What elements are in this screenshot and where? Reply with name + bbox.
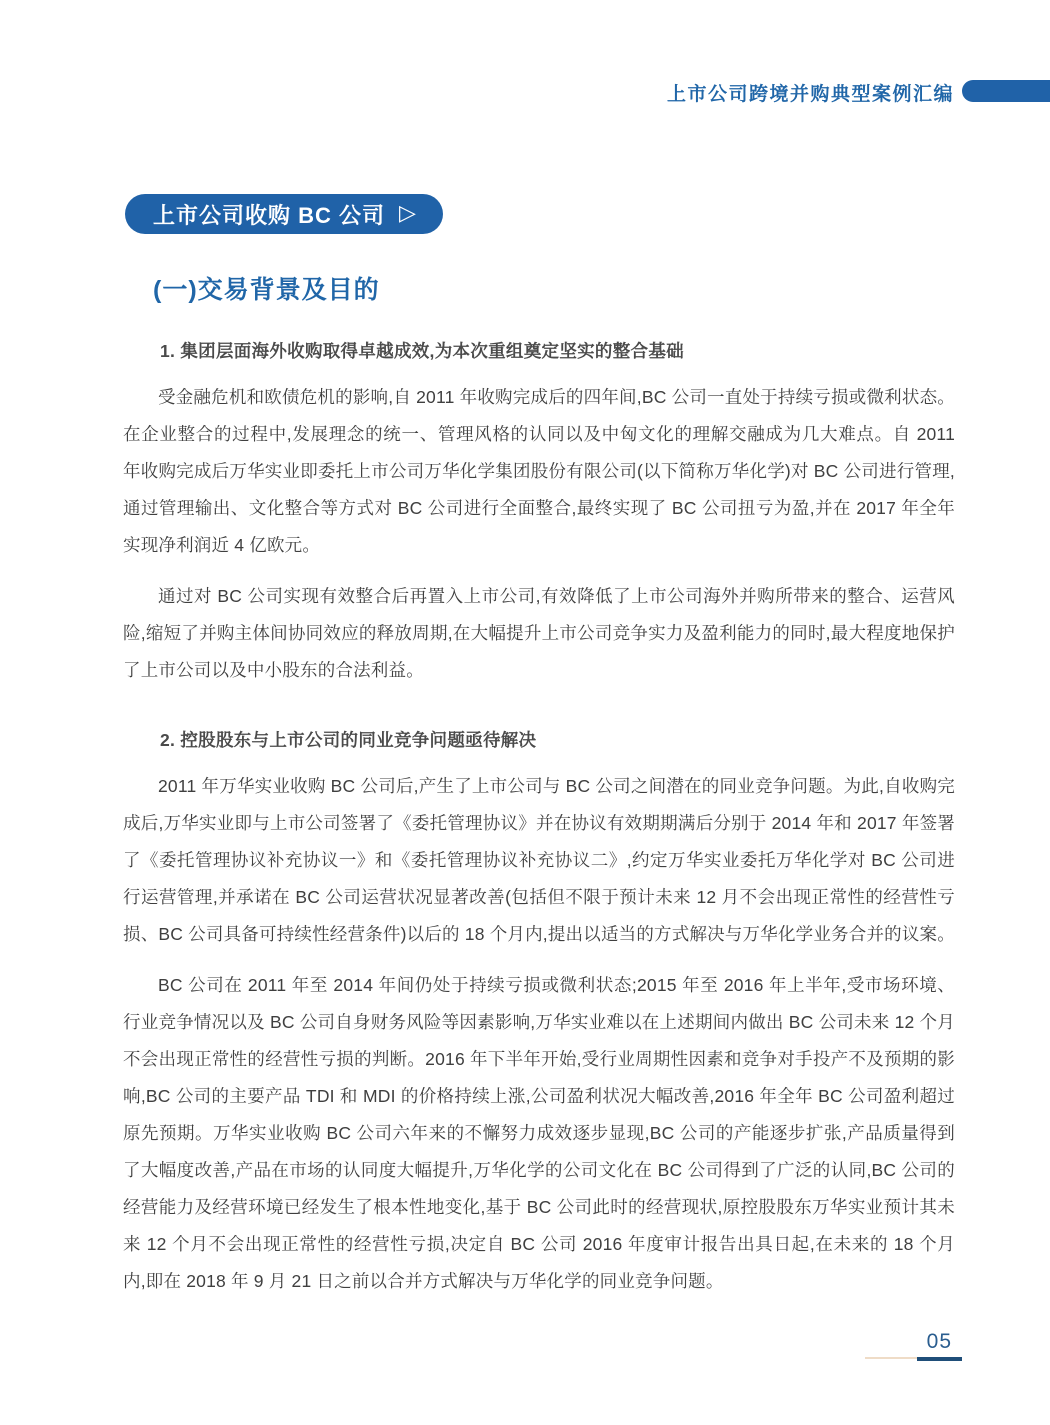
page-number-block: [917, 1330, 962, 1361]
page-footer: [865, 1330, 962, 1361]
paragraph-2: 通过对 BC 公司实现有效整合后再置入上市公司,有效降低了上市公司海外并购所带来的整合、运营风险,缩短了并购主体间协同效应的释放周期,在大幅提升上市公司竞争实力及盈利能力的同时,最大程度地保护了上市公司以及中小股东的合法利益。: [123, 586, 955, 680]
section-heading: (一)交易背景及目的: [153, 276, 380, 304]
subheading-1: 1. 集团层面海外收购取得卓越成效,为本次重组奠定坚实的整合基础: [160, 341, 684, 361]
paragraph-3: 2011 年万华实业收购 BC 公司后,产生了上市公司与 BC 公司之间潜在的同业竞争问题。为此,自收购完成后,万华实业即与上市公司签署了《委托管理协议》并在协议有效期期满后分别于 2014 年和 2017 年签署了《委托管理协议补充协议一》和《委托管理协议补充协议二》,约定万华实业委托万华化学对 BC 公司进行运营管理,并承诺在 BC 公司运营状况显著改善(包括但不限于预计未来 12 月不会出现正常性的经营性亏损、BC 公司具备可持续性经营条件)以后的 18 个月内,提出以适当的方式解决与万华化学业务合并的议案。: [123, 776, 955, 944]
page-header: [0, 78, 1050, 104]
subheading-2: 2. 控股股东与上市公司的同业竞争问题亟待解决: [160, 730, 537, 750]
page-number: 05: [926, 1330, 952, 1353]
header-bar-decoration: [962, 80, 1050, 102]
header-title: 上市公司跨境并购典型案例汇编: [666, 84, 954, 105]
triangle-right-icon: ▷: [399, 200, 417, 225]
footer-tan-line: [865, 1357, 917, 1359]
body-content: [123, 330, 955, 1314]
section-banner: [125, 194, 443, 234]
banner-title: 上市公司收购 BC 公司: [153, 202, 386, 228]
paragraph-4: BC 公司在 2011 年至 2014 年间仍处于持续亏损或微利状态;2015 年至 2016 年上半年,受市场环境、行业竞争情况以及 BC 公司自身财务风险等因素影响,万华实业难以在上述期间内做出 BC 公司未来 12 个月不会出现正常性的经营性亏损的判断。2016 年下半年开始,受行业周期性因素和竞争对手投产不及预期的影响,BC 公司的主要产品 TDI 和 MDI 的价格持续上涨,公司盈利状况大幅改善,2016 年全年 BC 公司盈利超过原先预期。万华实业收购 BC 公司六年来的不懈努力成效逐步显现,BC 公司的产能逐步扩张,产品质量得到了大幅度改善,产品在市场的认同度大幅提升,万华化学的公司文化在 BC 公司得到了广泛的认同,BC 公司的经营能力及经营环境已经发生了根本性地变化,基于 BC 公司此时的经营现状,原控股股东万华实业预计其未来 12 个月不会出现正常性的经营性亏损,决定自 BC 公司 2016 年度审计报告出具日起,在未来的 18 个月内,即在 2018 年 9 月 21 日之前以合并方式解决与万华化学的同业竞争问题。: [123, 975, 955, 1291]
paragraph-1: 受金融危机和欧债危机的影响,自 2011 年收购完成后的四年间,BC 公司一直处于持续亏损或微利状态。在企业整合的过程中,发展理念的统一、管理风格的认同以及中匈文化的理解交融成为几大难点。自 2011 年收购完成后万华实业即委托上市公司万华化学集团股份有限公司(以下简称万华化学)对 BC 公司进行管理,通过管理输出、文化整合等方式对 BC 公司进行全面整合,最终实现了 BC 公司扭亏为盈,并在 2017 年全年实现净利润近 4 亿欧元。: [123, 387, 955, 555]
